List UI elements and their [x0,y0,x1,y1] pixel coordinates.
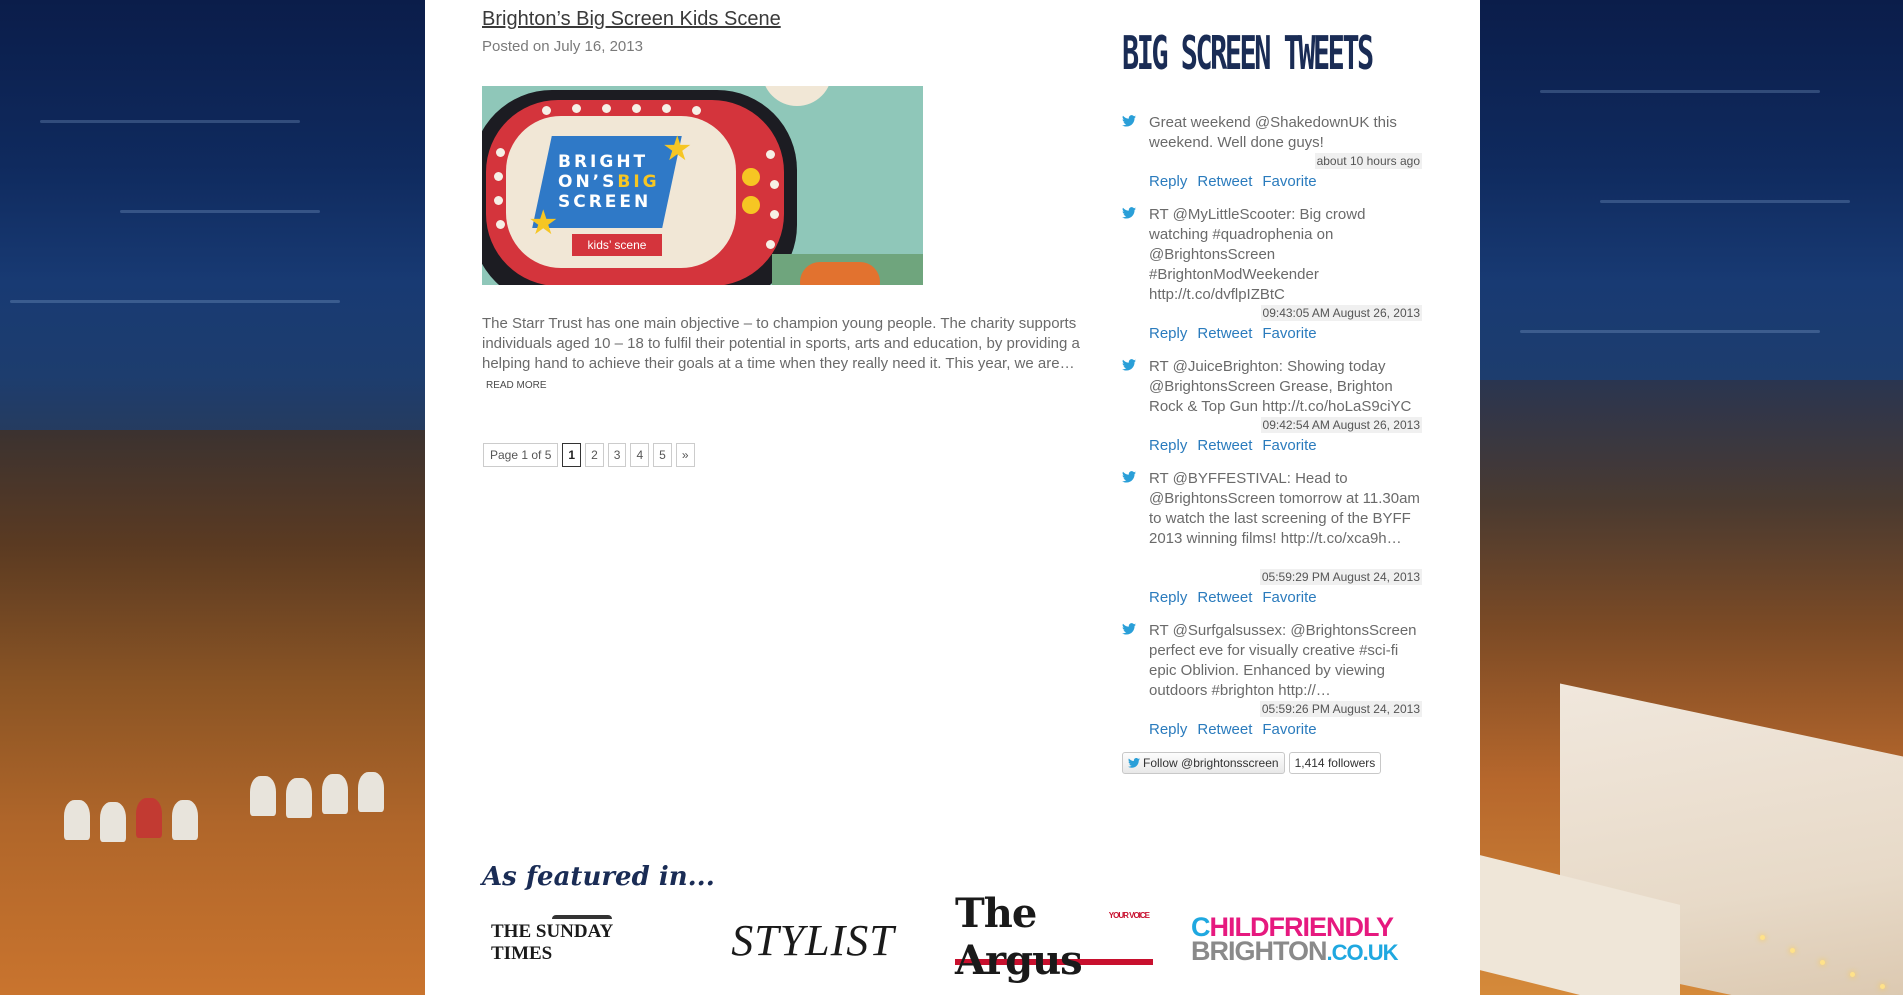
bulb [632,104,641,113]
pagination-info: Page 1 of 5 [483,443,558,467]
twitter-bird-icon [1122,623,1136,635]
tweet-timestamp[interactable]: 05:59:29 PM August 24, 2013 [1261,570,1420,584]
post-excerpt [482,314,1082,396]
post-date: Posted on July 16, 2013 [482,38,643,55]
illustration-shape [800,262,880,285]
page-link-2[interactable]: 2 [585,443,604,467]
next-page-link[interactable]: » [676,443,695,467]
follower-count[interactable]: 1,414 followers [1289,752,1382,774]
logo-line-1: BRIGHT [558,152,649,172]
favorite-link[interactable]: Favorite [1262,721,1317,738]
wave [40,120,300,123]
logo-line-2 [558,172,668,192]
twitter-bird-icon [1128,758,1140,768]
retweet-link[interactable]: Retweet [1197,325,1253,342]
tweet-timestamp[interactable]: 05:59:26 PM August 24, 2013 [1261,702,1420,716]
tweet-text: RT @Surfgalsussex: @BrightonsScreen perfect eve for visually creative #sci-fi epic Oblivion. Enhanced by viewing outdoors #brighton http://… [1149,622,1417,699]
logo-line-2a: ON’S [558,172,618,192]
argus-wordmark: The Argus [955,890,1082,984]
childfriendly-brighton-logo [1191,912,1398,966]
boat [100,802,126,842]
boat [136,798,162,838]
boat [172,800,198,840]
bulb [494,196,503,205]
bulb [766,240,775,249]
light [1880,984,1885,989]
wave [120,210,320,213]
bulb [602,104,611,113]
light [1820,960,1825,965]
retweet-link[interactable]: Retweet [1197,173,1253,190]
follow-widget [1122,752,1381,774]
star-icon: ★ [528,204,559,242]
illustration-badge: kids’ scene [572,234,662,256]
stylist-logo: STYLIST [731,915,895,965]
twitter-bird-icon [1122,471,1136,483]
tweet-actions [1149,173,1317,190]
bulb [770,210,779,219]
twitter-bird-icon [1122,207,1136,219]
tweet-actions [1149,721,1317,738]
bulb [542,106,551,115]
illustration-knob [742,168,760,186]
logo-line-2b: BIG [617,172,660,192]
read-more-link[interactable]: READ MORE [486,380,547,391]
childfriendly-c: C [1191,912,1210,942]
wave [10,300,340,303]
follow-label: Follow @brightonsscreen [1143,756,1279,770]
wave [1520,330,1820,333]
twitter-bird-icon [1122,359,1136,371]
tweet-timestamp[interactable]: 09:43:05 AM August 26, 2013 [1262,306,1420,320]
childfriendly-rest: HILDFRIENDLY [1209,912,1394,942]
content-panel [425,0,1480,995]
favorite-link[interactable]: Favorite [1262,173,1317,190]
light [1790,948,1795,953]
argus-tagline: YOUR VOICE [1108,911,1149,920]
illustration-shape [762,86,832,106]
boat [64,800,90,840]
bulb [572,104,581,113]
sidebar-title: BIG SCREEN TWEETS [1122,26,1372,80]
illustration-logo-text [558,152,668,212]
logo-line-3: SCREEN [558,192,652,212]
twitter-bird-icon [1122,115,1136,127]
page-link-5[interactable]: 5 [653,443,672,467]
sunday-times-logo [491,915,673,965]
bulb [770,180,779,189]
tweet-text: Great weekend @ShakedownUK this weekend. Well done guys! [1149,114,1397,151]
reply-link[interactable]: Reply [1149,173,1188,190]
tweet-text: RT @JuiceBrighton: Showing today @BrightonsScreen Grease, Brighton Rock & Top Gun http://t.co/hoLaS9ciYC [1149,358,1412,415]
bulb [496,148,505,157]
wave [1600,200,1850,203]
page-link-3[interactable]: 3 [608,443,627,467]
couk-text: .CO.UK [1326,940,1398,965]
favorite-link[interactable]: Favorite [1262,325,1317,342]
bulb [692,106,701,115]
tweet-timestamp[interactable]: about 10 hours ago [1316,154,1420,168]
brighton-text: BRIGHTON [1191,936,1327,966]
favorite-link[interactable]: Favorite [1262,437,1317,454]
post-title-link[interactable]: Brighton’s Big Screen Kids Scene [482,8,781,30]
tweet-text: RT @BYFFESTIVAL: Head to @BrightonsScreen tomorrow at 11.30am to watch the last screening of the BYFF 2013 winning films! http://t.co/xca9h… [1149,470,1420,547]
pagination [483,443,695,467]
retweet-link[interactable]: Retweet [1197,437,1253,454]
page-link-4[interactable]: 4 [630,443,649,467]
crest-icon [552,915,612,919]
favorite-link[interactable]: Favorite [1262,589,1317,606]
follow-button[interactable] [1122,752,1285,774]
light [1850,972,1855,977]
light [1760,935,1765,940]
excerpt-text: The Starr Trust has one main objective – to champion young people. The charity supports individuals aged 10 – 18 to fulfil their potential in sports, arts and education, by providing a helping hand to achieve their goals at a time when they really need it. This year, we are… [482,315,1080,372]
illustration-knob [742,196,760,214]
tweet-actions [1149,437,1317,454]
reply-link[interactable]: Reply [1149,325,1188,342]
star-icon: ★ [662,130,693,168]
tweet-timestamp[interactable]: 09:42:54 AM August 26, 2013 [1262,418,1420,432]
bulb [496,220,505,229]
tweet-actions [1149,325,1317,342]
sunday-times-wordmark: THE SUNDAY TIMES [491,921,613,964]
wave [1540,90,1820,93]
bulb [494,172,503,181]
reply-link[interactable]: Reply [1149,721,1188,738]
boat [286,778,312,818]
tweet-actions [1149,589,1317,606]
bulb [662,104,671,113]
post-thumbnail[interactable] [482,86,923,285]
featured-title: As featured in... [482,862,715,892]
boat [358,772,384,812]
retweet-link[interactable]: Retweet [1197,721,1253,738]
tweet-text: RT @MyLittleScooter: Big crowd watching #quadrophenia on @BrightonsScreen #BrightonModWeekender http://t.co/dvflpIZBtC [1149,206,1366,303]
reply-link[interactable]: Reply [1149,589,1188,606]
page-link-1[interactable]: 1 [562,443,581,467]
bulb [766,150,775,159]
reply-link[interactable]: Reply [1149,437,1188,454]
argus-logo [955,890,1153,984]
beach-left [0,430,425,995]
retweet-link[interactable]: Retweet [1197,589,1253,606]
boat [250,776,276,816]
boat [322,774,348,814]
brighton-wordmark [1191,936,1398,966]
